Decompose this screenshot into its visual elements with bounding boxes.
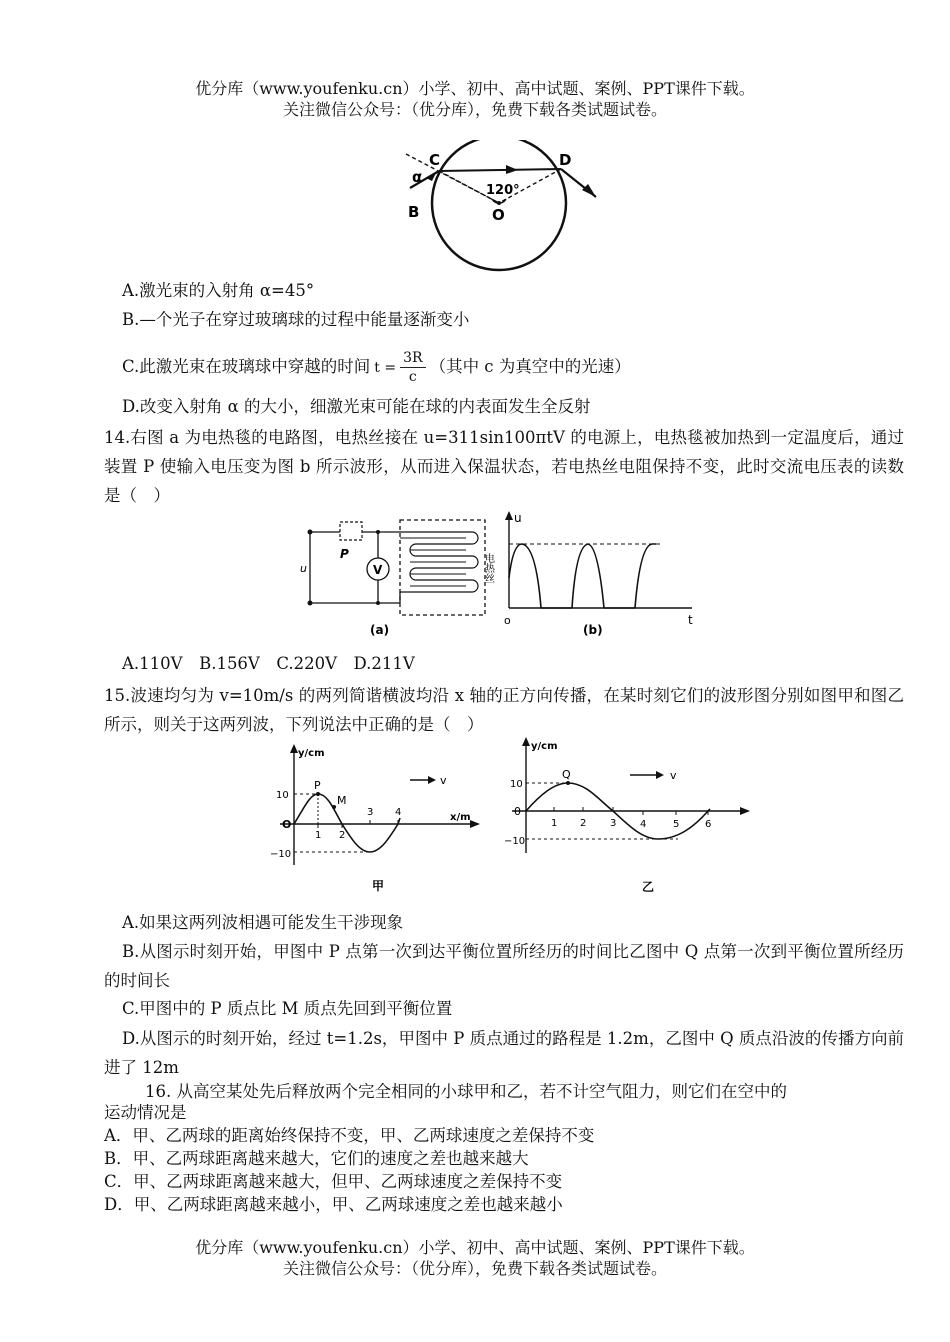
refracted-ray: [439, 169, 561, 171]
q13-option-c: [122, 349, 631, 386]
q13-option-b: B.—个光子在穿过玻璃球的过程中能量逐渐变小: [122, 310, 470, 329]
origin-yi: 0: [514, 805, 521, 818]
tick-1-jia: 1: [315, 830, 322, 841]
label-b: (b): [583, 623, 603, 637]
tick-4-yi: 4: [640, 819, 647, 830]
tick-1-yi: 1: [551, 818, 558, 829]
ylabel-jia: y/cm: [298, 748, 325, 759]
q15-option-d: D.从图示的时刻开始，经过 t=1.2s，甲图中 P 质点通过的路程是 1.2m，乙图中 Q 质点沿波的传播方向前进了 12m: [104, 1029, 904, 1077]
v-yi: v: [670, 769, 677, 782]
q15-option-b: B.从图示时刻开始，甲图中 P 点第一次到达平衡位置所经历的时间比乙图中 Q 点第一次到平衡位置所经历的时间长: [104, 942, 904, 990]
q14-stem: 14.右图 a 为电热毯的电路图，电热丝接在 u=311sin100πtV 的电源上，电热毯被加热到一定温度后，通过装置 P 使输入电压变为图 b 所示波形，从而进入保温状态，若电热丝电阻保持不变，此时交流电压表的读数是（ ）: [104, 428, 904, 505]
label-t: t: [688, 613, 693, 627]
header-line-1: 优分库（www.youfenku.cn）小学、初中、高中试题、案例、PPT课件下载。: [195, 79, 755, 98]
tick-2-jia: 2: [339, 830, 346, 841]
wave-figure-yi: [498, 733, 758, 895]
device-p: [340, 522, 362, 540]
label-q-yi: Q: [562, 768, 571, 781]
circuit-diagram-a: [300, 520, 495, 637]
inner-arrow: [506, 165, 518, 174]
caption-yi: 乙: [642, 880, 655, 894]
fraction-denominator: c: [408, 369, 417, 385]
emergent-arrow: [582, 184, 596, 197]
q14-options: A.110V B.156V C.220V D.211V: [122, 654, 415, 673]
origin-jia: O: [282, 818, 292, 831]
q16-option-c: C．甲、乙两球距离越来越大，但甲、乙两球速度之差保持不变: [104, 1172, 563, 1191]
label-a: (a): [370, 623, 390, 637]
v-jia: v: [440, 774, 447, 787]
q16-option-d: D．甲、乙两球距离越来越小，甲、乙两球速度之差也越来越小: [104, 1195, 563, 1214]
footer-line-1: 优分库（www.youfenku.cn）小学、初中、高中试题、案例、PPT课件下载。: [195, 1238, 755, 1257]
tick-6-yi: 6: [705, 819, 712, 830]
wave-curve-jia: [294, 794, 400, 852]
tick-3-jia: 3: [367, 807, 374, 818]
label-p: P: [340, 547, 349, 561]
label-d: D: [559, 151, 572, 169]
tick-5-yi: 5: [673, 819, 680, 830]
glass-sphere-figure: [396, 140, 606, 275]
label-u: u: [514, 511, 522, 525]
fraction-numerator: 3R: [400, 349, 425, 368]
q13-option-c-text: C.此激光束在玻璃球中穿越的时间: [122, 357, 371, 376]
electric-blanket-figure: [300, 508, 700, 638]
caption-jia: 甲: [372, 879, 385, 893]
label-v: V: [373, 563, 383, 577]
q16-stem-line-1: 16. 从高空某处先后释放两个完全相同的小球甲和乙，若不计空气阻力，则它们在空中的: [145, 1082, 787, 1101]
y-pos-jia: 10: [276, 790, 289, 801]
center-point: [497, 201, 501, 205]
q13-option-c-note: （其中 c 为真空中的光速）: [429, 357, 631, 376]
q13-option-d: D.改变入射角 α 的大小，细激光束可能在球的内表面发生全反射: [122, 397, 591, 416]
waveform-b: [504, 511, 693, 637]
label-c: C: [429, 151, 441, 169]
q15-option-a: A.如果这两列波相遇可能发生干涉现象: [122, 913, 404, 932]
label-b: B: [408, 203, 420, 221]
q15-stem: 15.波速均匀为 v=10m/s 的两列简谐横波均沿 x 轴的正方向传播，在某时刻它们的波形图分别如图甲和图乙所示，则关于这两列波，下列说法中正确的是（ ）: [104, 686, 904, 734]
y-neg-yi: −10: [504, 836, 526, 847]
q16-stem-line-2: 运动情况是: [104, 1103, 187, 1122]
q15-option-c: C.甲图中的 P 质点比 M 质点先回到平衡位置: [122, 999, 453, 1018]
wave-figure-jia: [270, 740, 485, 895]
label-m-jia: M: [337, 794, 347, 807]
tick-2-yi: 2: [580, 818, 587, 829]
tick-4-jia: 4: [395, 807, 402, 818]
header-line-2: 关注微信公众号：（优分库），免费下载各类试题试卷。: [282, 100, 667, 119]
q13-option-a: A.激光束的入射角 α=45°: [122, 281, 315, 300]
ylabel-yi: y/cm: [531, 741, 558, 752]
label-o: o: [504, 614, 511, 627]
wave-curve: [509, 544, 656, 608]
y-neg-jia: −10: [270, 849, 292, 860]
label-o: O: [492, 206, 505, 224]
label-heater: 电热丝: [482, 553, 494, 583]
label-120: 120°: [486, 183, 520, 198]
q13-option-c-t: t =: [374, 360, 397, 376]
label-u-left: u: [300, 562, 307, 575]
footer-line-2: 关注微信公众号：（优分库），免费下载各类试题试卷。: [282, 1259, 667, 1278]
label-p-jia: P: [314, 779, 321, 792]
xlabel-jia: x/m: [450, 812, 471, 823]
q16-option-b: B．甲、乙两球距离越来越大，它们的速度之差也越来越大: [104, 1149, 529, 1168]
time-fraction: [400, 349, 425, 386]
q16-option-a: A．甲、乙两球的距离始终保持不变，甲、乙两球速度之差保持不变: [104, 1126, 595, 1145]
y-pos-yi: 10: [510, 779, 523, 790]
label-alpha: α: [412, 168, 423, 186]
tick-3-yi: 3: [610, 818, 617, 829]
